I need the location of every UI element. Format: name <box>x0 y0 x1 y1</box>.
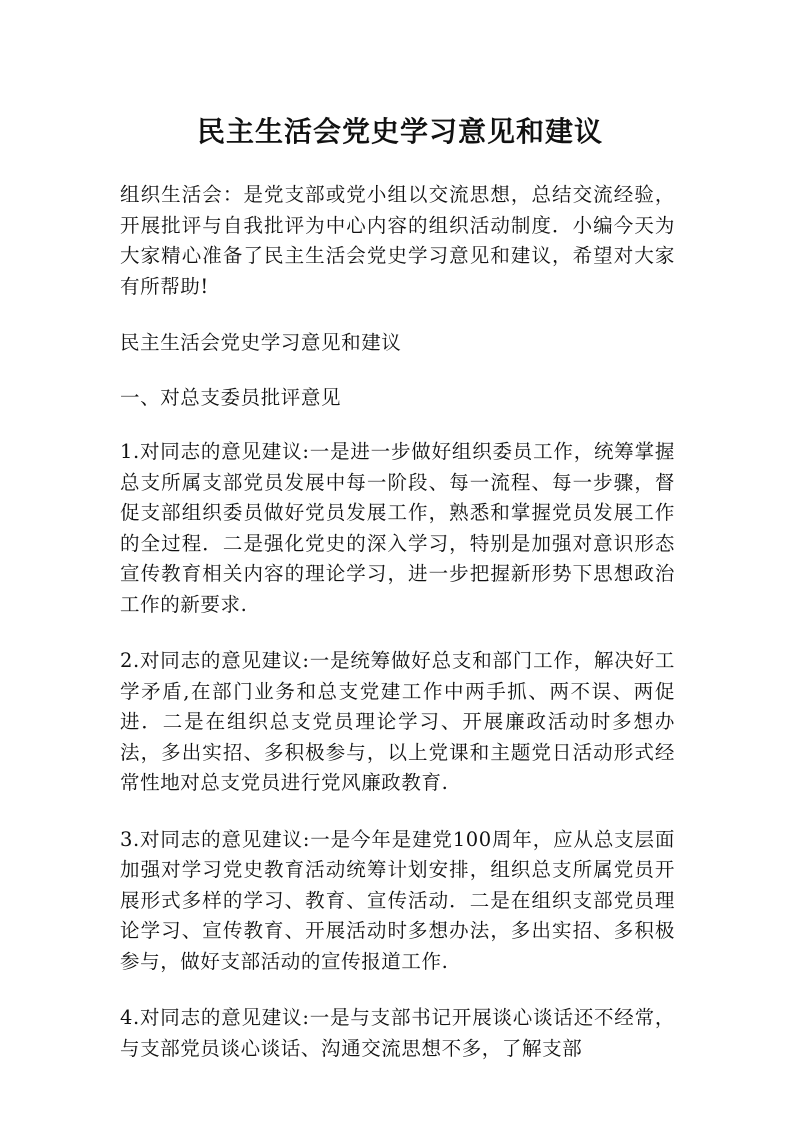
opinion-paragraph-2: 2.对同志的意见建议:一是统筹做好总支和部门工作，解决好工学矛盾,在部门业务和总支党建工作中两手抓、两不误、两促进．二是在组织总支党员理论学习、开展廉政活动时多想办法，多出实招、多积极参与，以上党课和主题党日活动形式经常性地对总支党员进行党风廉政教育. <box>120 649 675 794</box>
opinion-paragraph-1: 1.对同志的意见建议:一是进一步做好组织委员工作，统筹掌握总支所属支部党员发展中每一阶段、每一流程、每一步骤，督促支部组织委员做好党员发展工作，熟悉和掌握党员发展工作的全过程．二是强化党史的深入学习，特别是加强对意识形态宣传教育相关内容的理论学习，进一步把握新形势下思想政治工作的新要求. <box>120 440 675 616</box>
intro-paragraph: 组织生活会：是党支部或党小组以交流思想，总结交流经验，开展批评与自我批评为中心内容的组织活动制度．小编今天为大家精心准备了民主生活会党史学习意见和建议，希望对大家有所帮助! <box>120 183 675 298</box>
section-title: 民主生活会党史学习意见和建议 <box>120 331 402 354</box>
opinion-paragraph-4: 4.对同志的意见建议:一是与支部书记开展谈心谈话还不经常，与支部党员谈心谈话、沟通交流思想不多，了解支部 <box>120 1006 675 1060</box>
section-heading-criticism: 一、对总支委员批评意见 <box>120 385 342 409</box>
opinion-paragraph-3: 3.对同志的意见建议:一是今年是建党100周年，应从总支层面加强对学习党史教育活动统筹计划安排，组织总支所属党员开展形式多样的学习、教育、宣传活动．二是在组织支部党员理论学习、宣传教育、开展活动时多想办法，多出实招、多积极参与，做好支部活动的宣传报道工作. <box>120 827 675 973</box>
document-title: 民主生活会党史学习意见和建议 <box>196 115 603 148</box>
document-body <box>120 180 675 1090</box>
